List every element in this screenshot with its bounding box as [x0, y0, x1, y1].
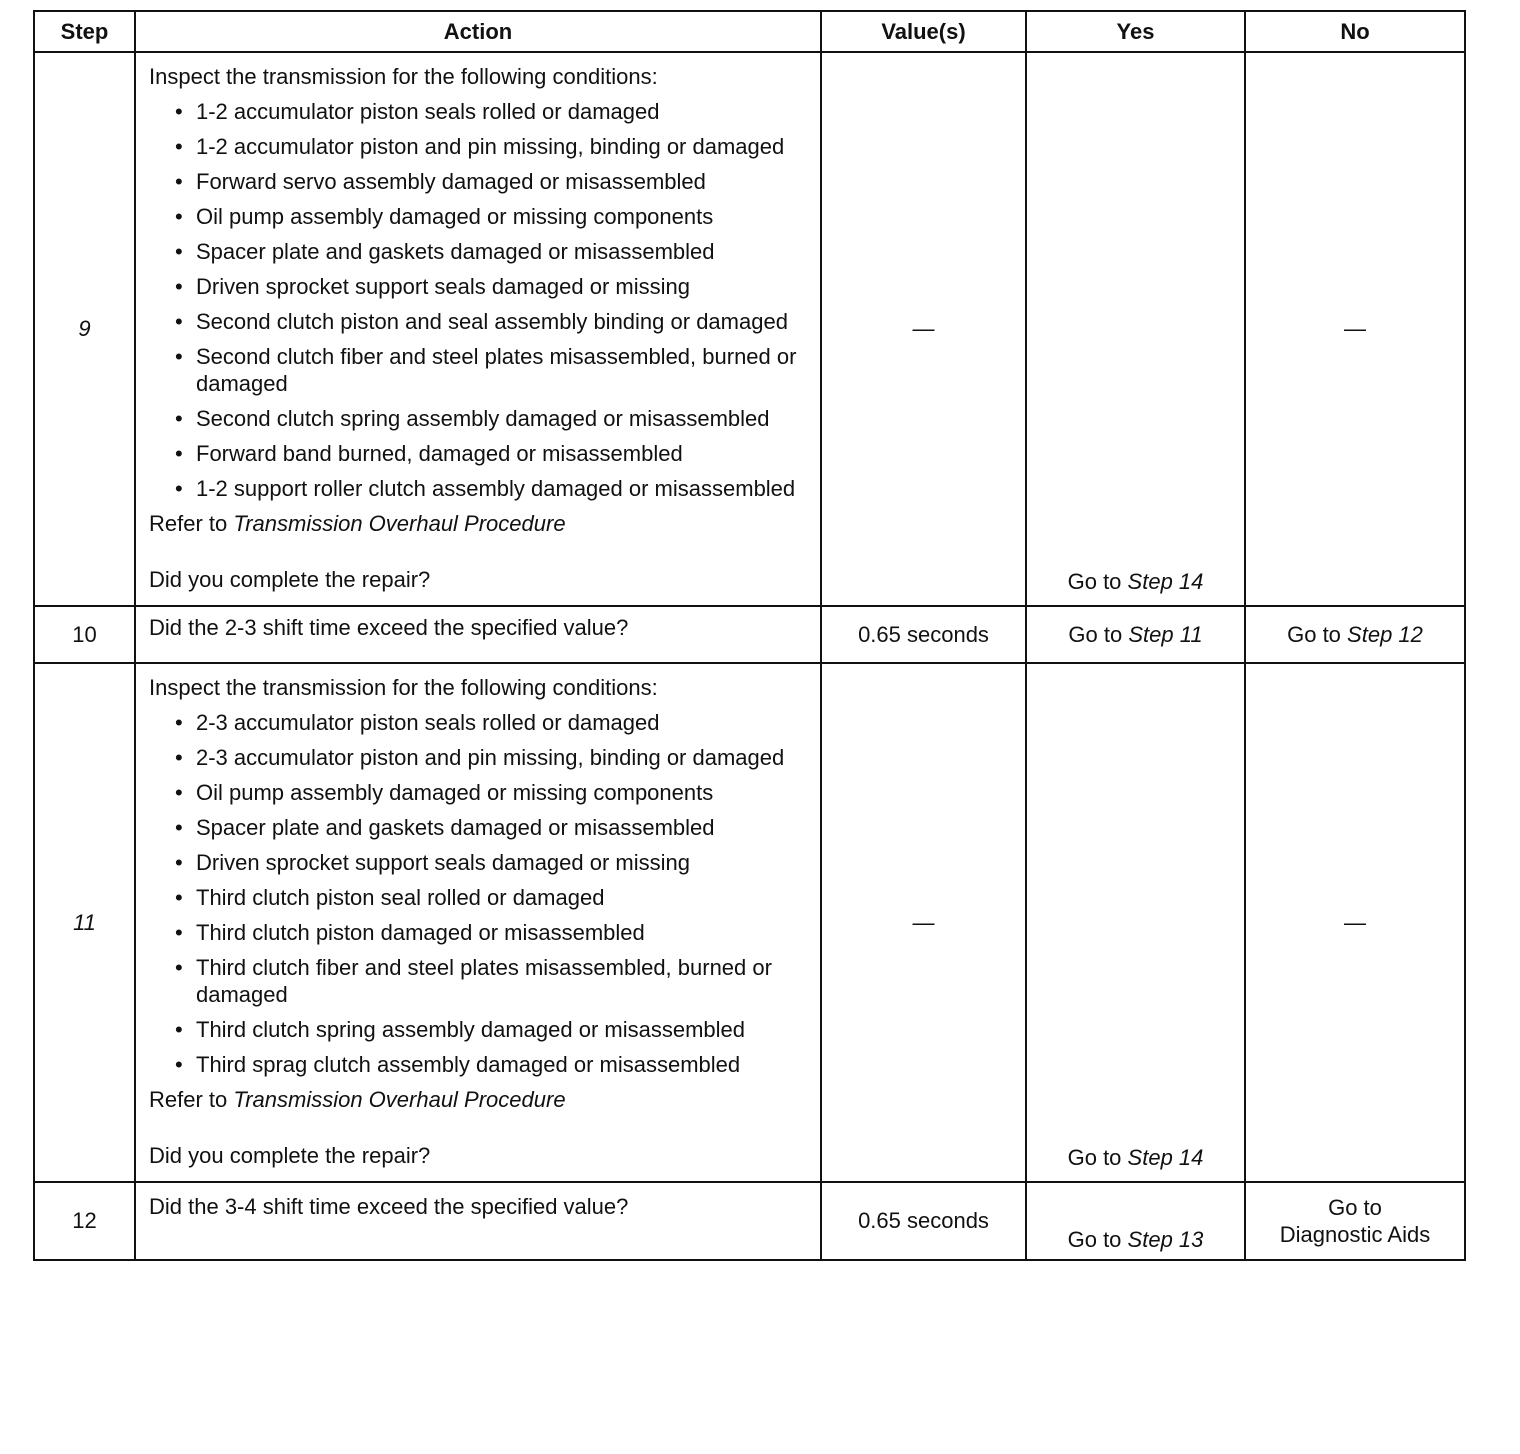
condition-text: Third clutch spring assembly damaged or misassembled — [196, 1017, 746, 1042]
yes-cell — [1026, 663, 1245, 1182]
condition-text: 2-3 accumulator piston and pin missing, binding or damaged — [196, 745, 785, 770]
value-cell: 0.65 seconds — [821, 1182, 1026, 1260]
bullet-icon: • — [175, 309, 183, 334]
header-yes: Yes — [1026, 11, 1245, 52]
bullet-icon: • — [175, 850, 183, 875]
action-cell — [135, 606, 821, 663]
bullet-icon: • — [175, 710, 183, 735]
header-row — [34, 11, 1465, 52]
yes-goto[interactable] — [1068, 1227, 1204, 1252]
condition-item — [172, 475, 808, 502]
bullet-icon: • — [175, 815, 183, 840]
header-action: Action — [135, 11, 821, 52]
bullet-icon: • — [175, 204, 183, 229]
condition-text: Forward servo assembly damaged or misassembled — [196, 169, 706, 194]
condition-text: Second clutch spring assembly damaged or misassembled — [196, 406, 770, 431]
condition-text: Oil pump assembly damaged or missing components — [196, 204, 714, 229]
action-cell — [135, 663, 821, 1182]
header-no: No — [1245, 11, 1465, 52]
bullet-icon: • — [175, 169, 183, 194]
condition-item — [172, 343, 808, 397]
refer-line — [149, 1086, 808, 1113]
step-number: 9 — [34, 52, 135, 606]
condition-item — [172, 849, 808, 876]
yes-cell — [1026, 606, 1245, 663]
goto-prefix: Go to — [1067, 569, 1122, 594]
condition-text: Third clutch piston seal rolled or damaged — [196, 885, 605, 910]
bullet-icon: • — [175, 344, 183, 369]
refer-prefix: Refer to — [149, 511, 228, 536]
value-dash: — — [912, 316, 935, 341]
goto-step-link[interactable]: Step 12 — [1347, 621, 1423, 647]
no-dash: — — [1344, 316, 1366, 341]
yes-cell — [1026, 1182, 1245, 1260]
action-question: Did you complete the repair? — [149, 567, 431, 592]
action-cell — [135, 52, 821, 606]
no-cell[interactable] — [1245, 1182, 1465, 1260]
condition-text: 1-2 support roller clutch assembly damaged or misassembled — [196, 476, 796, 501]
conditions-list — [149, 709, 808, 1078]
bullet-icon: • — [175, 955, 183, 980]
yes-goto[interactable] — [1068, 622, 1202, 647]
bullet-icon: • — [175, 99, 183, 124]
condition-text: 1-2 accumulator piston seals rolled or damaged — [196, 99, 660, 124]
condition-text: 2-3 accumulator piston seals rolled or damaged — [196, 710, 660, 735]
table-row-step-11 — [34, 663, 1465, 1182]
condition-item — [172, 308, 808, 335]
condition-item — [172, 168, 808, 195]
goto-prefix: Go to — [1068, 621, 1123, 647]
bullet-icon: • — [175, 441, 183, 466]
bullet-icon: • — [175, 1052, 183, 1077]
goto-step-link[interactable]: Step 14 — [1127, 1145, 1204, 1170]
step-number: 12 — [34, 1182, 135, 1260]
bullet-icon: • — [175, 476, 183, 501]
condition-item — [172, 744, 808, 771]
refer-line — [149, 510, 808, 537]
condition-text: 1-2 accumulator piston and pin missing, binding or damaged — [196, 134, 785, 159]
bullet-icon: • — [175, 134, 183, 159]
condition-item — [172, 709, 808, 736]
condition-text: Oil pump assembly damaged or missing components — [196, 780, 714, 805]
condition-text: Spacer plate and gaskets damaged or misassembled — [196, 815, 715, 840]
condition-item — [172, 1016, 808, 1043]
condition-text: Third clutch piston damaged or misassembled — [196, 920, 645, 945]
condition-item — [172, 814, 808, 841]
action-cell — [135, 1182, 821, 1260]
goto-prefix: Go to — [1287, 621, 1341, 647]
condition-text: Third clutch fiber and steel plates misassembled, burned or damaged — [196, 955, 772, 1007]
no-cell — [1245, 663, 1465, 1182]
no-cell — [1245, 52, 1465, 606]
conditions-list — [149, 98, 808, 502]
header-step: Step — [34, 11, 135, 52]
yes-goto[interactable] — [1068, 569, 1204, 594]
table-row-step-10 — [34, 606, 1465, 663]
condition-text: Second clutch fiber and steel plates misassembled, burned or damaged — [196, 344, 797, 396]
bullet-icon: • — [175, 1017, 183, 1042]
header-values: Value(s) — [821, 11, 1026, 52]
condition-item — [172, 440, 808, 467]
condition-text: Third sprag clutch assembly damaged or misassembled — [196, 1052, 741, 1077]
condition-item — [172, 954, 808, 1008]
action-question: Did the 2-3 shift time exceed the specified value? — [149, 615, 629, 640]
goto-prefix: Go to — [1067, 1145, 1122, 1170]
condition-item — [172, 779, 808, 806]
step-number: 11 — [34, 663, 135, 1182]
condition-item — [172, 273, 808, 300]
value-cell — [821, 52, 1026, 606]
goto-step-link[interactable]: Step 14 — [1127, 569, 1204, 594]
diagnostic-aids-link[interactable]: Diagnostic Aids — [1279, 1222, 1431, 1247]
condition-item — [172, 1051, 808, 1078]
condition-item — [172, 238, 808, 265]
value-cell — [821, 663, 1026, 1182]
condition-item — [172, 884, 808, 911]
yes-cell — [1026, 52, 1245, 606]
bullet-icon: • — [175, 885, 183, 910]
value-cell: 0.65 seconds — [821, 606, 1026, 663]
no-dash: — — [1344, 909, 1366, 935]
no-cell — [1245, 606, 1465, 663]
step-number: 10 — [34, 606, 135, 663]
bullet-icon: • — [175, 406, 183, 431]
action-question: Did the 3-4 shift time exceed the specified value? — [149, 1194, 629, 1219]
condition-text: Driven sprocket support seals damaged or missing — [196, 850, 691, 875]
refer-procedure-link[interactable]: Transmission Overhaul Procedure — [233, 1087, 566, 1112]
no-goto[interactable] — [1287, 622, 1423, 647]
no-goto-line1: Go to — [1328, 1195, 1382, 1220]
yes-goto[interactable] — [1068, 1145, 1204, 1170]
table-row-step-9 — [34, 52, 1465, 606]
table-row-step-12 — [34, 1182, 1465, 1260]
condition-item — [172, 98, 808, 125]
bullet-icon: • — [175, 780, 183, 805]
bullet-icon: • — [175, 745, 183, 770]
action-question: Did you complete the repair? — [149, 1143, 431, 1168]
action-intro: Inspect the transmission for the following conditions: — [149, 675, 658, 700]
bullet-icon: • — [175, 239, 183, 264]
condition-item — [172, 203, 808, 230]
value-dash: — — [912, 909, 935, 935]
refer-procedure-link[interactable]: Transmission Overhaul Procedure — [233, 511, 566, 536]
condition-text: Driven sprocket support seals damaged or missing — [196, 274, 691, 299]
action-intro: Inspect the transmission for the following conditions: — [149, 64, 658, 89]
condition-item — [172, 133, 808, 160]
refer-prefix: Refer to — [149, 1087, 228, 1112]
goto-step-link[interactable]: Step 11 — [1128, 621, 1203, 647]
diagnostic-table — [33, 10, 1466, 1261]
condition-item — [172, 405, 808, 432]
bullet-icon: • — [175, 274, 183, 299]
condition-text: Spacer plate and gaskets damaged or misassembled — [196, 239, 715, 264]
goto-step-link[interactable]: Step 13 — [1127, 1227, 1204, 1252]
condition-text: Forward band burned, damaged or misassembled — [196, 441, 683, 466]
condition-item — [172, 919, 808, 946]
bullet-icon: • — [175, 920, 183, 945]
condition-text: Second clutch piston and seal assembly binding or damaged — [196, 309, 788, 334]
goto-prefix: Go to — [1067, 1227, 1122, 1252]
